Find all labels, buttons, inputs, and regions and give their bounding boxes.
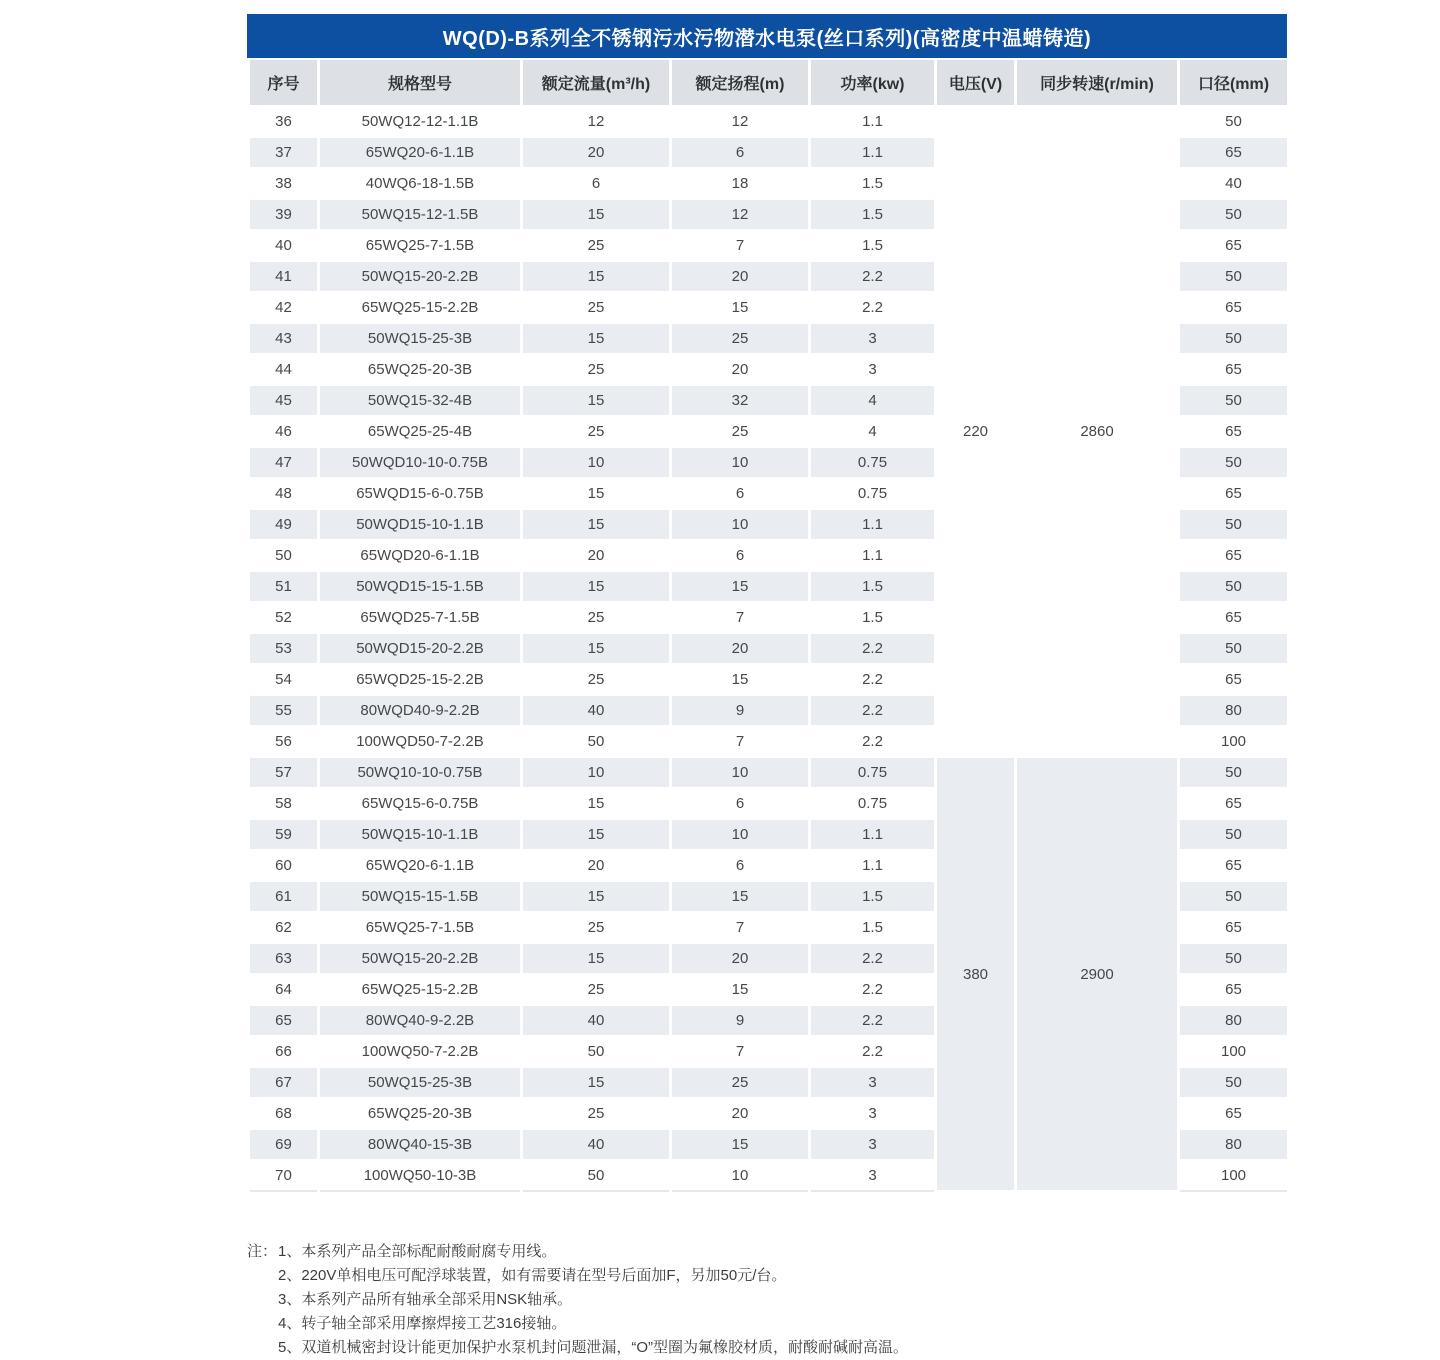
cell-power: 2.2 [810,633,936,664]
cell-flow: 15 [522,199,671,230]
cell-speed: 2900 [1016,757,1179,1191]
cell-head: 7 [671,912,810,943]
cell-serial: 55 [249,695,319,726]
cell-voltage: 380 [936,757,1016,1191]
table-title: WQ(D)-B系列全不锈钢污水污物潜水电泵(丝口系列)(高密度中温蜡铸造) [247,14,1287,58]
cell-model: 50WQ15-20-2.2B [319,943,522,974]
cell-flow: 25 [522,292,671,323]
cell-head: 20 [671,943,810,974]
cell-head: 6 [671,788,810,819]
cell-model: 50WQD15-15-1.5B [319,571,522,602]
notes-items [278,1240,1377,1360]
cell-diameter: 50 [1179,509,1289,540]
cell-flow: 25 [522,974,671,1005]
cell-model: 65WQ25-20-3B [319,354,522,385]
cell-power: 1.1 [810,819,936,850]
cell-power: 1.1 [810,106,936,137]
cell-flow: 25 [522,664,671,695]
cell-model: 50WQ15-32-4B [319,385,522,416]
cell-power: 1.5 [810,199,936,230]
cell-model: 65WQ25-15-2.2B [319,292,522,323]
cell-power: 3 [810,1067,936,1098]
cell-head: 25 [671,323,810,354]
cell-head: 15 [671,664,810,695]
note-item: 2、220V单相电压可配浮球装置，如有需要请在型号后面加F，另加50元/台。 [278,1267,787,1284]
cell-serial: 58 [249,788,319,819]
cell-serial: 49 [249,509,319,540]
cell-head: 25 [671,1067,810,1098]
cell-power: 1.1 [810,850,936,881]
cell-model: 50WQ12-12-1.1B [319,106,522,137]
cell-head: 18 [671,168,810,199]
cell-power: 4 [810,416,936,447]
cell-power: 0.75 [810,478,936,509]
cell-serial: 37 [249,137,319,168]
cell-diameter: 100 [1179,1036,1289,1067]
cell-model: 80WQ40-9-2.2B [319,1005,522,1036]
cell-head: 6 [671,137,810,168]
cell-serial: 38 [249,168,319,199]
cell-flow: 12 [522,106,671,137]
cell-model: 65WQ25-25-4B [319,416,522,447]
cell-serial: 40 [249,230,319,261]
cell-head: 7 [671,230,810,261]
cell-diameter: 50 [1179,1067,1289,1098]
cell-diameter: 50 [1179,106,1289,137]
cell-flow: 50 [522,1036,671,1067]
cell-diameter: 50 [1179,881,1289,912]
cell-model: 40WQ6-18-1.5B [319,168,522,199]
cell-head: 7 [671,1036,810,1067]
cell-serial: 44 [249,354,319,385]
cell-flow: 15 [522,323,671,354]
cell-diameter: 65 [1179,292,1289,323]
cell-serial: 67 [249,1067,319,1098]
cell-serial: 57 [249,757,319,788]
cell-head: 20 [671,633,810,664]
cell-model: 50WQ15-25-3B [319,1067,522,1098]
cell-flow: 25 [522,602,671,633]
cell-flow: 40 [522,1005,671,1036]
cell-power: 0.75 [810,757,936,788]
table-header [249,60,1289,106]
cell-model: 50WQD15-20-2.2B [319,633,522,664]
cell-flow: 20 [522,850,671,881]
cell-serial: 50 [249,540,319,571]
cell-serial: 41 [249,261,319,292]
cell-serial: 39 [249,199,319,230]
cell-model: 65WQ25-7-1.5B [319,230,522,261]
cell-serial: 56 [249,726,319,757]
header-head: 额定扬程(m) [671,60,810,106]
cell-power: 1.5 [810,912,936,943]
cell-diameter: 50 [1179,447,1289,478]
cell-model: 65WQ20-6-1.1B [319,850,522,881]
cell-serial: 61 [249,881,319,912]
cell-diameter: 50 [1179,323,1289,354]
cell-head: 7 [671,726,810,757]
cell-head: 6 [671,850,810,881]
cell-flow: 15 [522,881,671,912]
cell-serial: 64 [249,974,319,1005]
cell-head: 15 [671,1129,810,1160]
cell-flow: 15 [522,633,671,664]
cell-power: 1.5 [810,230,936,261]
cell-diameter: 50 [1179,633,1289,664]
cell-head: 9 [671,1005,810,1036]
cell-flow: 25 [522,1098,671,1129]
cell-power: 2.2 [810,1005,936,1036]
cell-model: 50WQD15-10-1.1B [319,509,522,540]
cell-diameter: 50 [1179,261,1289,292]
cell-diameter: 50 [1179,943,1289,974]
cell-diameter: 65 [1179,602,1289,633]
cell-power: 2.2 [810,1036,936,1067]
cell-diameter: 80 [1179,1005,1289,1036]
cell-head: 6 [671,540,810,571]
cell-model: 65WQD25-7-1.5B [319,602,522,633]
cell-diameter: 40 [1179,168,1289,199]
cell-diameter: 65 [1179,230,1289,261]
cell-diameter: 65 [1179,540,1289,571]
cell-head: 20 [671,1098,810,1129]
notes-prefix: 注： [247,1243,278,1260]
cell-head: 15 [671,292,810,323]
cell-diameter: 65 [1179,1098,1289,1129]
cell-diameter: 65 [1179,850,1289,881]
cell-power: 2.2 [810,292,936,323]
table-row [249,757,1289,788]
cell-model: 50WQ15-15-1.5B [319,881,522,912]
cell-head: 9 [671,695,810,726]
cell-diameter: 80 [1179,695,1289,726]
cell-model: 100WQ50-10-3B [319,1160,522,1191]
notes-section [247,1240,1377,1360]
cell-serial: 59 [249,819,319,850]
cell-diameter: 65 [1179,478,1289,509]
table-row [249,106,1289,137]
cell-flow: 25 [522,416,671,447]
header-diameter: 口径(mm) [1179,60,1289,106]
cell-diameter: 65 [1179,912,1289,943]
cell-head: 12 [671,106,810,137]
cell-flow: 15 [522,509,671,540]
cell-flow: 10 [522,447,671,478]
table-body [249,106,1289,1191]
cell-serial: 51 [249,571,319,602]
cell-head: 7 [671,602,810,633]
cell-power: 3 [810,1098,936,1129]
cell-diameter: 65 [1179,664,1289,695]
cell-serial: 43 [249,323,319,354]
cell-flow: 40 [522,695,671,726]
cell-head: 10 [671,757,810,788]
cell-diameter: 100 [1179,726,1289,757]
cell-power: 2.2 [810,974,936,1005]
cell-power: 2.2 [810,695,936,726]
cell-serial: 53 [249,633,319,664]
cell-head: 15 [671,881,810,912]
cell-model: 80WQ40-15-3B [319,1129,522,1160]
cell-model: 65WQ25-15-2.2B [319,974,522,1005]
cell-model: 100WQD50-7-2.2B [319,726,522,757]
cell-serial: 45 [249,385,319,416]
note-item: 5、双道机械密封设计能更加保护水泵机封问题泄漏，“O”型圈为氟橡胶材质，耐酸耐碱耐高温。 [278,1339,909,1356]
cell-power: 1.1 [810,137,936,168]
cell-model: 50WQ10-10-0.75B [319,757,522,788]
cell-head: 15 [671,974,810,1005]
cell-diameter: 100 [1179,1160,1289,1191]
cell-diameter: 50 [1179,571,1289,602]
cell-voltage: 220 [936,106,1016,757]
cell-flow: 15 [522,571,671,602]
cell-power: 1.5 [810,168,936,199]
cell-flow: 25 [522,354,671,385]
cell-power: 2.2 [810,726,936,757]
cell-diameter: 50 [1179,385,1289,416]
cell-serial: 46 [249,416,319,447]
cell-power: 2.2 [810,261,936,292]
cell-power: 3 [810,1129,936,1160]
cell-speed: 2860 [1016,106,1179,757]
cell-flow: 15 [522,943,671,974]
cell-head: 20 [671,354,810,385]
cell-flow: 15 [522,1067,671,1098]
cell-power: 4 [810,385,936,416]
cell-serial: 52 [249,602,319,633]
cell-power: 1.1 [810,509,936,540]
cell-head: 10 [671,447,810,478]
cell-power: 2.2 [810,943,936,974]
cell-model: 65WQD15-6-0.75B [319,478,522,509]
cell-power: 1.1 [810,540,936,571]
cell-power: 2.2 [810,664,936,695]
cell-serial: 62 [249,912,319,943]
header-power: 功率(kw) [810,60,936,106]
cell-flow: 50 [522,726,671,757]
cell-serial: 60 [249,850,319,881]
cell-serial: 63 [249,943,319,974]
cell-serial: 36 [249,106,319,137]
cell-power: 0.75 [810,447,936,478]
cell-model: 65WQ25-7-1.5B [319,912,522,943]
cell-model: 65WQD25-15-2.2B [319,664,522,695]
cell-serial: 54 [249,664,319,695]
cell-flow: 15 [522,261,671,292]
cell-flow: 6 [522,168,671,199]
cell-diameter: 65 [1179,974,1289,1005]
cell-head: 20 [671,261,810,292]
header-speed: 同步转速(r/min) [1016,60,1179,106]
cell-serial: 70 [249,1160,319,1191]
cell-model: 50WQ15-12-1.5B [319,199,522,230]
cell-head: 25 [671,416,810,447]
cell-diameter: 50 [1179,819,1289,850]
cell-diameter: 50 [1179,199,1289,230]
cell-power: 1.5 [810,881,936,912]
cell-model: 65WQ15-6-0.75B [319,788,522,819]
cell-flow: 15 [522,788,671,819]
cell-flow: 15 [522,385,671,416]
note-item: 3、本系列产品所有轴承全部采用NSK轴承。 [278,1291,573,1308]
header-flow: 额定流量(m³/h) [522,60,671,106]
cell-serial: 65 [249,1005,319,1036]
cell-power: 1.5 [810,571,936,602]
cell-model: 100WQ50-7-2.2B [319,1036,522,1067]
cell-flow: 20 [522,137,671,168]
cell-power: 3 [810,1160,936,1191]
cell-flow: 40 [522,1129,671,1160]
header-voltage: 电压(V) [936,60,1016,106]
cell-model: 80WQD40-9-2.2B [319,695,522,726]
cell-flow: 15 [522,819,671,850]
cell-head: 32 [671,385,810,416]
cell-head: 10 [671,509,810,540]
cell-head: 10 [671,1160,810,1191]
cell-diameter: 50 [1179,757,1289,788]
cell-flow: 20 [522,540,671,571]
cell-diameter: 65 [1179,354,1289,385]
spec-table [247,60,1290,1192]
cell-head: 10 [671,819,810,850]
header-serial: 序号 [249,60,319,106]
cell-diameter: 80 [1179,1129,1289,1160]
cell-head: 12 [671,199,810,230]
cell-serial: 48 [249,478,319,509]
cell-power: 3 [810,354,936,385]
header-row [249,60,1289,106]
cell-diameter: 65 [1179,788,1289,819]
cell-serial: 42 [249,292,319,323]
cell-model: 65WQ20-6-1.1B [319,137,522,168]
cell-serial: 66 [249,1036,319,1067]
cell-flow: 15 [522,478,671,509]
cell-flow: 25 [522,912,671,943]
cell-model: 65WQD20-6-1.1B [319,540,522,571]
cell-serial: 47 [249,447,319,478]
cell-serial: 69 [249,1129,319,1160]
note-item: 1、本系列产品全部标配耐酸耐腐专用线。 [278,1243,557,1260]
cell-flow: 10 [522,757,671,788]
pump-spec-table [247,14,1287,1192]
cell-serial: 68 [249,1098,319,1129]
cell-power: 3 [810,323,936,354]
note-item: 4、转子轴全部采用摩擦焊接工艺316接轴。 [278,1315,567,1332]
cell-diameter: 65 [1179,137,1289,168]
cell-model: 50WQ15-20-2.2B [319,261,522,292]
cell-power: 0.75 [810,788,936,819]
cell-model: 50WQ15-25-3B [319,323,522,354]
header-model: 规格型号 [319,60,522,106]
cell-head: 6 [671,478,810,509]
cell-head: 15 [671,571,810,602]
cell-flow: 25 [522,230,671,261]
cell-model: 50WQ15-10-1.1B [319,819,522,850]
cell-model: 65WQ25-20-3B [319,1098,522,1129]
cell-diameter: 65 [1179,416,1289,447]
cell-flow: 50 [522,1160,671,1191]
cell-model: 50WQD10-10-0.75B [319,447,522,478]
cell-power: 1.5 [810,602,936,633]
